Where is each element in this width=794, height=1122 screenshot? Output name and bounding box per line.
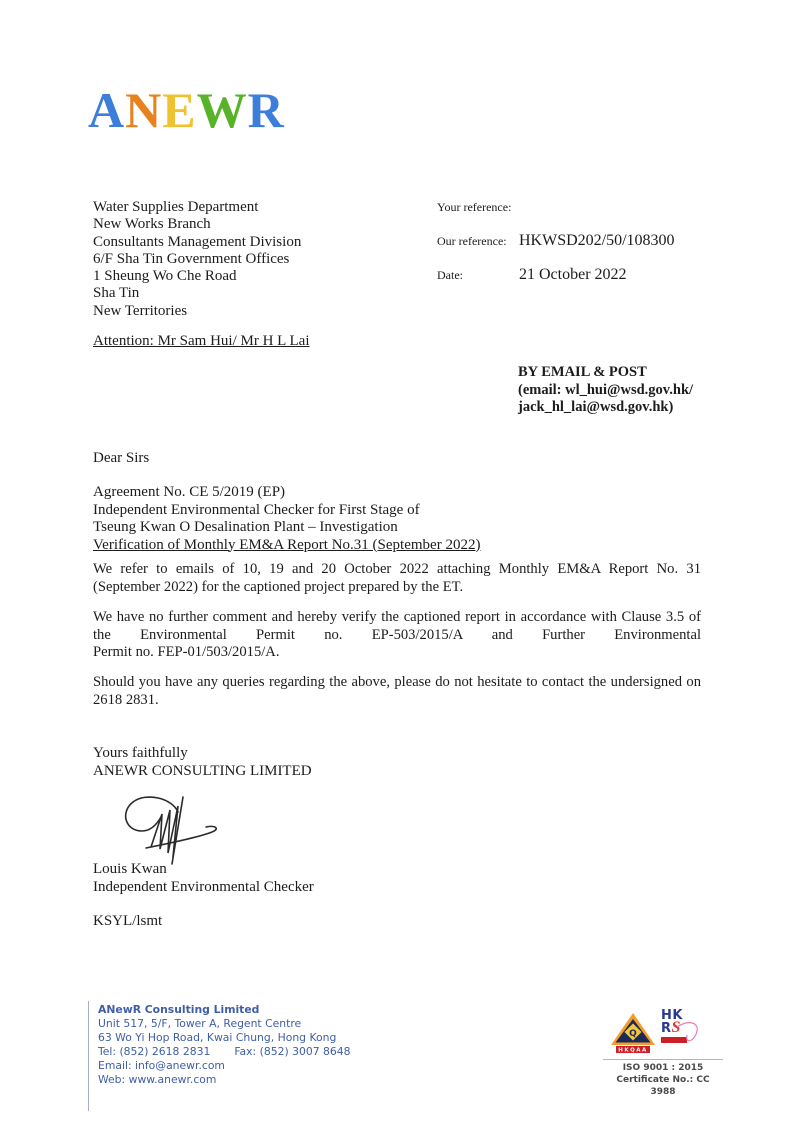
subject-line-2: Independent Environmental Checker for First Stage of — [93, 501, 420, 518]
recipient-line: New Territories — [93, 302, 188, 319]
footer-fax: Fax: (852) 3007 8648 — [234, 1045, 351, 1059]
certs-separator — [603, 1059, 723, 1060]
subject-block — [93, 484, 480, 554]
subject-line-4: Verification of Monthly EM&A Report No.31 (September 2022) — [93, 536, 481, 553]
footer-address-2: 63 Wo Yi Hop Road, Kwai Chung, Hong Kong — [98, 1031, 337, 1045]
svg-text:Q: Q — [629, 1029, 637, 1039]
hkqaa-logo-icon — [610, 1012, 656, 1054]
footer-web: Web: www.anewr.com — [98, 1073, 217, 1087]
certification-logos — [603, 1010, 723, 1056]
date-label: Date: — [437, 268, 463, 282]
signer-block — [93, 861, 314, 896]
closing-valediction: Yours faithfully — [93, 745, 188, 761]
date-row — [437, 266, 627, 284]
paragraph-2 — [93, 609, 701, 662]
paragraph-3-line: Should you have any queries regarding the above, please do not hesitate to contact the undersigned on — [93, 674, 701, 690]
recipient-address — [93, 199, 301, 320]
paragraph-1 — [93, 561, 701, 596]
paragraph-3 — [93, 674, 701, 709]
subject-line-1: Agreement No. CE 5/2019 (EP) — [93, 484, 286, 500]
footer-address-1: Unit 517, 5/F, Tower A, Regent Centre — [98, 1017, 302, 1031]
signer-title: Independent Environmental Checker — [93, 878, 314, 895]
footer-tel: Tel: (852) 2618 2831 — [98, 1045, 211, 1059]
certification-block — [603, 1010, 723, 1098]
delivery-block — [518, 364, 693, 417]
closing-block — [93, 745, 312, 780]
recipient-line: 6/F Sha Tin Government Offices — [93, 250, 290, 267]
attention-line: Attention: Mr Sam Hui/ Mr H L Lai — [93, 333, 310, 349]
paragraph-2-line: We have no further comment and hereby verify the captioned report in accordance with Clause 3.5 of — [93, 609, 701, 625]
hkrs-r-letter: R — [661, 1021, 672, 1036]
recipient-line: New Works Branch — [93, 216, 211, 233]
paragraph-3-line: 2618 2831. — [93, 691, 159, 708]
anewr-logo — [88, 82, 285, 138]
logo-letter-r: R — [247, 82, 285, 138]
logo-letter-e: E — [162, 82, 197, 138]
signature-image — [116, 790, 224, 868]
recipient-line: Sha Tin — [93, 285, 140, 302]
salutation: Dear Sirs — [93, 450, 150, 466]
footer-email: Email: info@anewr.com — [98, 1059, 225, 1073]
recipient-line: Consultants Management Division — [93, 233, 302, 250]
delivery-email-1: (email: wl_hui@wsd.gov.hk/ — [518, 381, 694, 398]
our-reference-row — [437, 232, 675, 250]
subject-line-3: Tseung Kwan O Desalination Plant – Investigation — [93, 519, 398, 535]
certificate-number-text: Certificate No.: CC 3988 — [616, 1075, 710, 1097]
recipient-line: Water Supplies Department — [93, 199, 259, 215]
our-reference-label: Our reference: — [437, 234, 507, 248]
logo-letter-w: W — [196, 82, 248, 138]
hkrs-logo — [661, 1010, 713, 1043]
hkqaa-label: HKQAA — [618, 1047, 648, 1054]
logo-letter-n: N — [125, 82, 163, 138]
delivery-method: BY EMAIL & POST — [518, 364, 647, 380]
hkrs-s-letter: S — [671, 1019, 681, 1036]
delivery-email-2: jack_hl_lai@wsd.gov.hk) — [518, 399, 674, 415]
reference-initials: KSYL/lsmt — [93, 913, 163, 929]
footer-contact-block — [98, 1003, 350, 1088]
closing-company: ANEWR CONSULTING LIMITED — [93, 762, 312, 779]
recipient-line: 1 Sheung Wo Che Road — [93, 268, 237, 285]
signer-name: Louis Kwan — [93, 861, 167, 877]
date-value: 21 October 2022 — [519, 266, 627, 283]
hkrs-hk-text: HK — [661, 1008, 683, 1023]
your-reference-row — [437, 200, 519, 215]
logo-letter-a: A — [88, 82, 126, 138]
paragraph-1-line: We refer to emails of 10, 19 and 20 October 2022 attaching Monthly EM&A Report No. 31 — [93, 561, 701, 577]
paragraph-1-line: (September 2022) for the captioned project prepared by the ET. — [93, 578, 464, 595]
hkrs-cert-strip — [661, 1037, 687, 1043]
footer-phone-row — [98, 1045, 350, 1059]
footer-company-name: ANewR Consulting Limited — [98, 1003, 260, 1016]
footer-divider — [88, 1001, 89, 1111]
hkrs-rs-text — [661, 1021, 713, 1035]
paragraph-2-line: Permit no. FEP-01/503/2015/A. — [93, 644, 280, 661]
our-reference-value: HKWSD202/50/108300 — [519, 232, 675, 249]
your-reference-label: Your reference: — [437, 200, 512, 214]
iso-standard-text: ISO 9001 : 2015 — [622, 1063, 704, 1073]
paragraph-2-line: the Environmental Permit no. EP-503/2015/A and Further Environmental — [93, 626, 701, 643]
